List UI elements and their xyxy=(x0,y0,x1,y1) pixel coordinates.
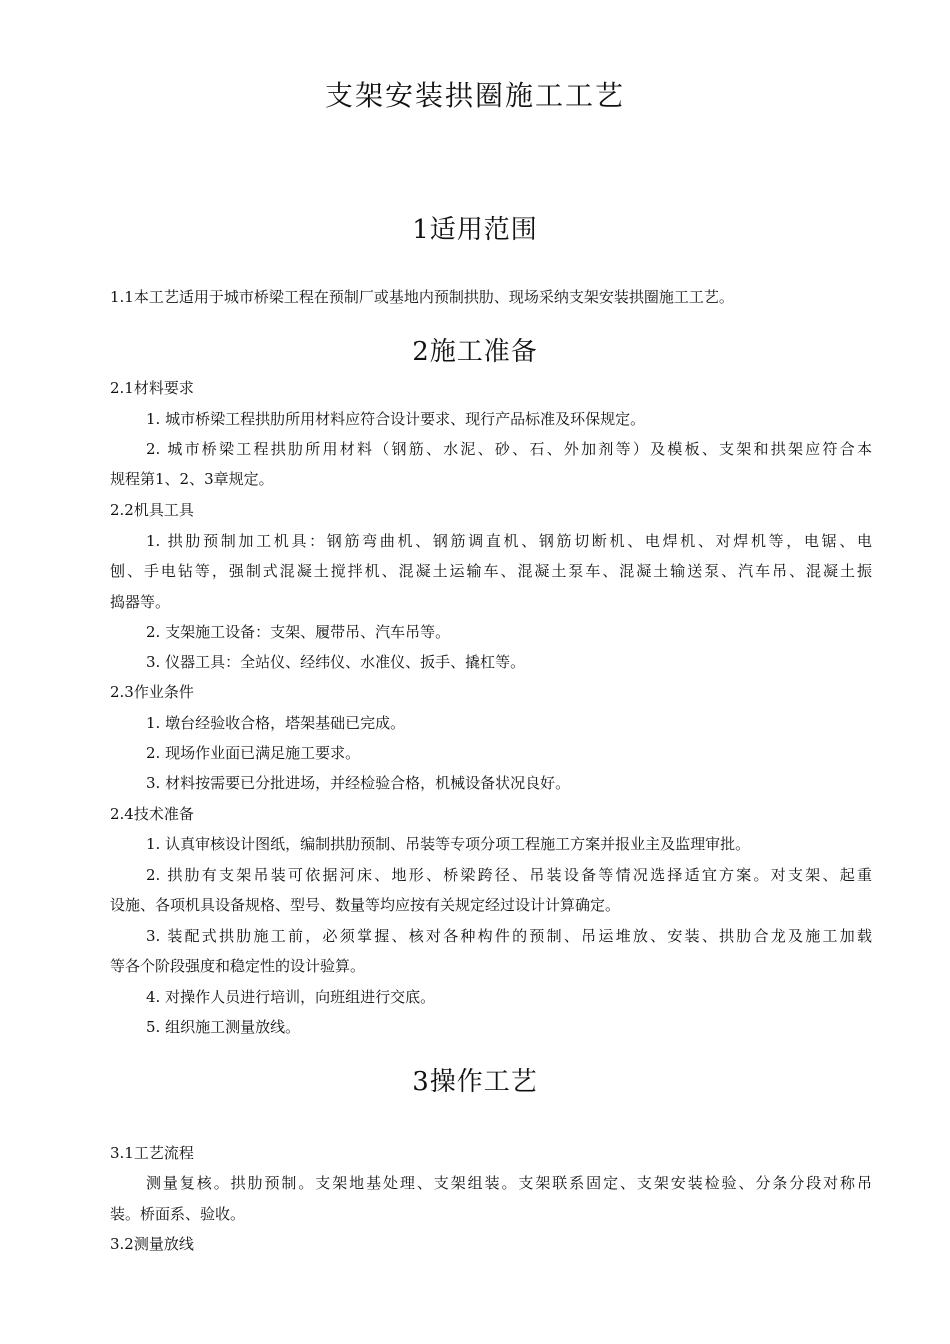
list-item-continuation: 规程第1、2、3章规定。 xyxy=(110,470,274,488)
list-item-continuation: 捣器等。 xyxy=(110,593,171,611)
paragraph-continuation: 装。桥面系、验收。 xyxy=(110,1205,246,1223)
subheading-2-4: 2.4技术准备 xyxy=(110,805,194,823)
list-item: 3. 仪器工具：全站仪、经纬仪、水准仪、扳手、撬杠等。 xyxy=(146,653,526,671)
list-item-continuation: 刨、手电钻等，强制式混凝土搅拌机、混凝土运输车、混凝土泵车、混凝土输送泵、汽车吊、混凝土振 xyxy=(110,562,872,580)
paragraph-3-1: 测量复核。拱肋预制。支架地基处理、支架组装。支架联系固定、支架安装检验、分条分段对称吊 xyxy=(146,1174,872,1192)
subheading-2-3: 2.3作业条件 xyxy=(110,683,194,701)
list-item-continuation: 等各个阶段强度和稳定性的设计验算。 xyxy=(110,957,366,975)
list-item: 2. 支架施工设备：支架、履带吊、汽车吊等。 xyxy=(146,623,451,641)
list-item: 1. 墩台经验收合格，塔架基础已完成。 xyxy=(146,714,406,732)
list-item: 2. 城市桥梁工程拱肋所用材料（钢筋、水泥、砂、石、外加剂等）及模板、支架和拱架应符合本 xyxy=(146,440,872,458)
list-item: 3. 装配式拱肋施工前，必须掌握、核对各种构件的预制、吊运堆放、安装、拱肋合龙及施工加载 xyxy=(146,927,872,945)
list-item: 1. 拱肋预制加工机具：钢筋弯曲机、钢筋调直机、钢筋切断机、电焊机、对焊机等，电锯、电 xyxy=(146,532,872,550)
subheading-3-1: 3.1工艺流程 xyxy=(110,1144,194,1162)
list-item: 4. 对操作人员进行培训，向班组进行交底。 xyxy=(146,988,436,1006)
list-item: 3. 材料按需要已分批进场，并经检验合格，机械设备状况良好。 xyxy=(146,774,571,792)
subheading-3-2: 3.2测量放线 xyxy=(110,1235,194,1253)
subheading-2-2: 2.2机具工具 xyxy=(110,501,194,519)
list-item: 2. 拱肋有支架吊装可依据河床、地形、桥梁跨径、吊装设备等情况选择适宜方案。对支架、起重 xyxy=(146,866,872,884)
list-item: 1. 认真审核设计图纸，编制拱肋预制、吊装等专项分项工程施工方案并报业主及监理审批。 xyxy=(146,835,751,853)
list-item: 2. 现场作业面已满足施工要求。 xyxy=(146,744,361,762)
list-item: 1. 城市桥梁工程拱肋所用材料应符合设计要求、现行产品标准及环保规定。 xyxy=(146,410,646,428)
document-title: 支架安装拱圈施工工艺 xyxy=(324,79,625,112)
paragraph-1-1: 1.1本工艺适用于城市桥梁工程在预制厂或基地内预制拱肋、现场采纳支架安装拱圈施工工艺。 xyxy=(110,288,734,306)
section-heading-3: 3操作工艺 xyxy=(412,1067,538,1097)
list-item-continuation: 设施、各项机具设备规格、型号、数量等均应按有关规定经过设计计算确定。 xyxy=(110,896,621,914)
list-item: 5. 组织施工测量放线。 xyxy=(146,1018,301,1036)
section-heading-2: 2施工准备 xyxy=(412,337,538,367)
subheading-2-1: 2.1材料要求 xyxy=(110,379,194,397)
section-heading-1: 1适用范围 xyxy=(412,215,538,245)
